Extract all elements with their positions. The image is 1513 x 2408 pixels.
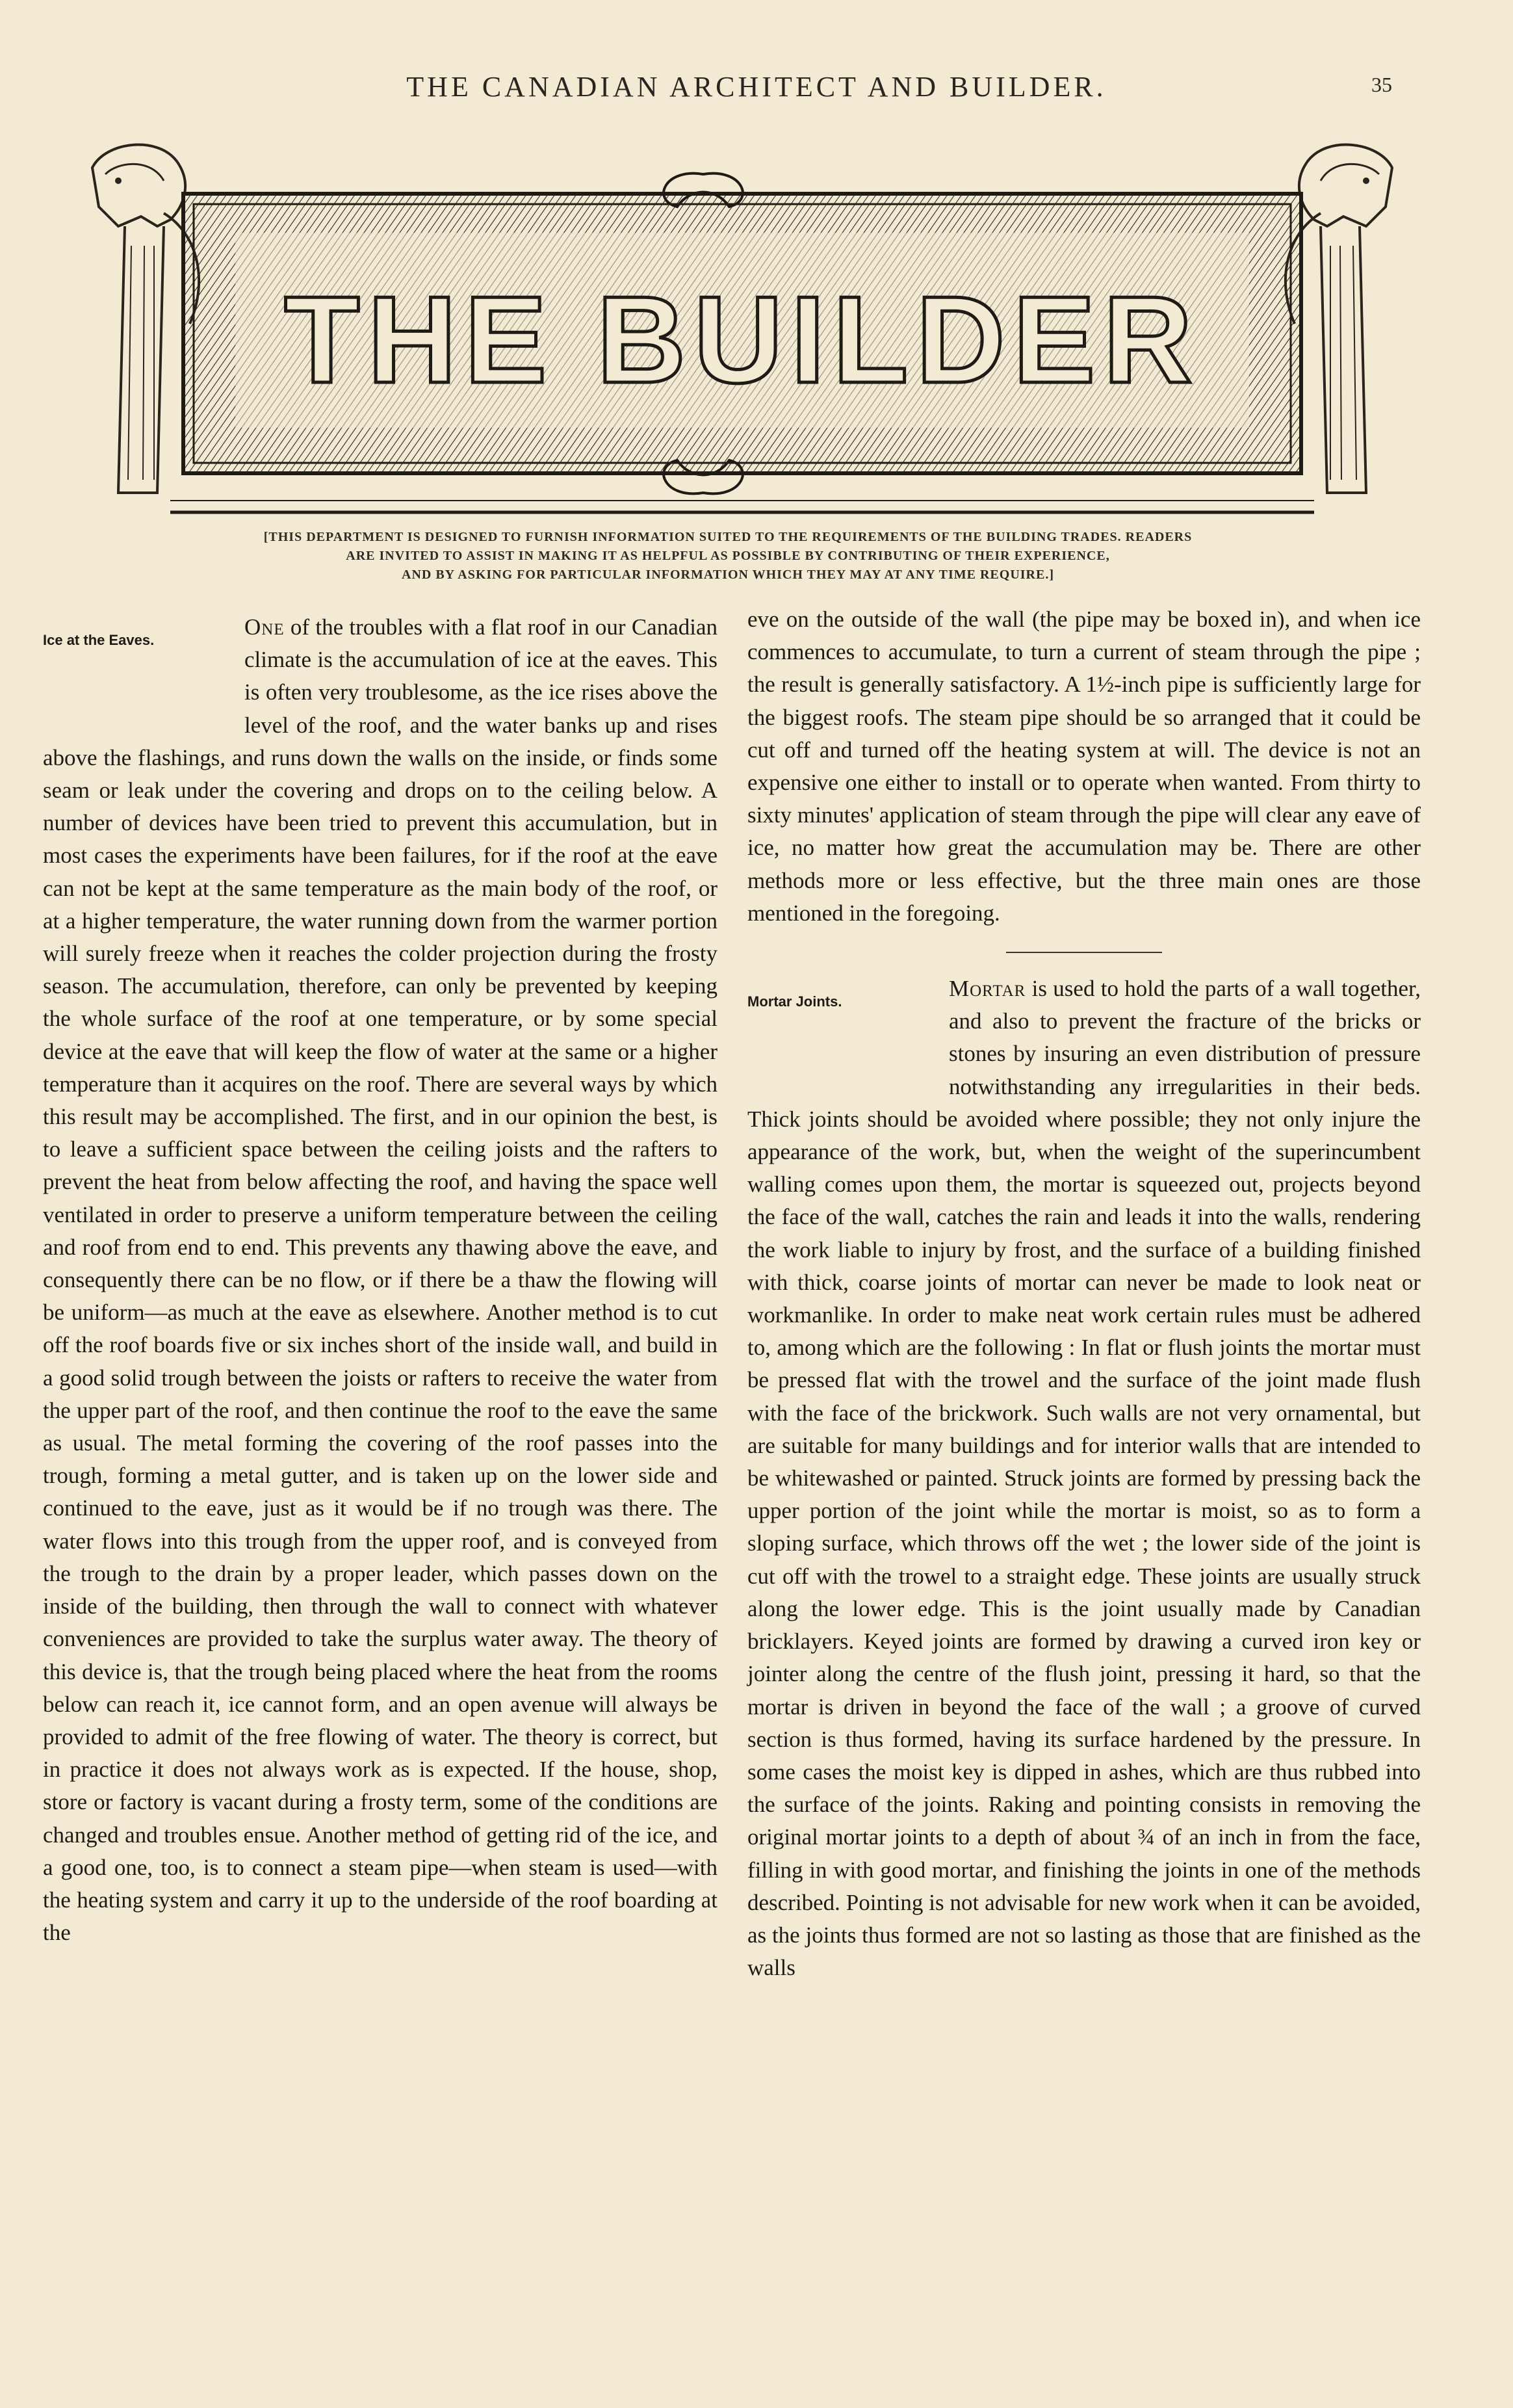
- page-number: 35: [1371, 73, 1392, 96]
- sidenote-ice-at-the-eaves: Ice at the Eaves.: [43, 632, 155, 648]
- section-divider: [1006, 952, 1162, 953]
- left-column: [43, 611, 718, 1949]
- article-ice-continuation: eve on the outside of the wall (the pipe may be boxed in), and when ice commences to accumulate, to turn a current of steam through the pipe ; the result is generally satisfactory. A 1½-inch pipe is sufficiently large for the biggest roofs. The steam pipe should be so arranged that it could be cut off and turned off the heating system at will. The device is not an expensive one either to install or to operate when wanted. From thirty to sixty minutes' application of steam through the pipe will clear any eave of ice, no matter how great the accumulation may be. There are other methods more or less effective, but the three main ones are those mentioned in the foregoing.: [747, 607, 1421, 926]
- department-note-line: [THIS DEPARTMENT IS DESIGNED TO FURNISH INFORMATION SUITED TO THE REQUIREMENTS OF THE BUILDING TRADES. READERS: [263, 530, 1193, 544]
- banner-illustration: [79, 129, 1405, 525]
- banner-title: THE BUILDER: [284, 271, 1200, 409]
- article-mortar-joints: [747, 973, 1421, 1984]
- lead-word: Mortar: [949, 976, 1026, 1002]
- right-column: [747, 603, 1421, 1984]
- department-note: [175, 528, 1280, 584]
- running-head: THE CANADIAN ARCHITECT AND BUILDER.: [406, 71, 1107, 103]
- article-body: of the troubles with a flat roof in our Canadian climate is the accumulation of ice at the eaves. This is often very troublesome, as the ice rises above the level of the roof, and the water banks up and rises above the flashings, and runs down the walls on the inside, or finds some seam or leak under the covering and drops on to the ceiling below. A number of devices have been tried to prevent this accumulation, but in most cases the experiments have been failures, for if the roof at the eave can not be kept at the same temperature as the main body of the roof, or at a higher temperature, the water running down from the warmer portion will surely freeze when it reaches the colder projection during the frosty season. The accumulation, therefore, can only be prevented by keeping the whole surface of the roof at one temperature, or by some special device at the eave that will keep the flow of water at the same or a higher temperature than it acquires on the roof. There are several ways by which this result may be accomplished. The first, and in our opinion the best, is to leave a sufficient space between the ceiling joists and the rafters to prevent the heat from below affecting the roof, and having the space well ventilated in order to preserve a uniform temperature between the ceiling and roof from end to end. This prevents any thawing above the eave, and consequently there can be no flow, or if there be a thaw the flowing will be uniform—as much at the eave as elsewhere. Another method is to cut off the roof boards five or six inches short of the inside wall, and build in a good solid trough between the joists or rafters to receive the water from the upper part of the roof, and then continue the roof to the eave the same as usual. The metal forming the covering of the roof passes into the trough, forming a metal gutter, and is taken up on the lower side and continued to the eave, just as it would be if no trough was there. The water flows into this trough from the upper roof, and is conveyed from the trough to the drain by a proper leader, which passes down on the inside of the building, then through the wall to connect with whatever conveniences are provided to take the surplus water away. The theory of this device is, that the trough being placed where the heat from the rooms below can reach it, ice cannot form, and an open avenue will always be provided to admit of the free flowing of water. The theory is correct, but in practice it does not always work as is expected. If the house, shop, store or factory is vacant during a frosty term, some of the conditions are changed and troubles ensue. Another method of getting rid of the ice, and a good one, too, is to connect a steam pipe—when steam is used—with the heating system and carry it up to the underside of the roof boarding at the: [43, 614, 718, 1946]
- department-note-line: ARE INVITED TO ASSIST IN MAKING IT AS HELPFUL AS POSSIBLE BY CONTRIBUTING OF THEIR EXPERIENCE,: [346, 549, 1110, 563]
- sidenote-mortar-joints: Mortar Joints.: [747, 993, 842, 1010]
- builder-banner: [79, 129, 1405, 525]
- article-body: is used to hold the parts of a wall together, and also to prevent the fracture of the bricks or stones by insuring an even distribution of pressure notwithstanding any irregularities in their beds. Thick joints should be avoided where possible; they not only injure the appearance of the work, but, when the weight of the superincumbent walling comes upon them, the mortar is squeezed out, projects beyond the face of the wall, catches the rain and leads it into the walls, rendering the work liable to injury by frost, and the surface of a building finished with thick, coarse joints of mortar can never be made to look neat or workmanlike. In order to make neat work certain rules must be adhered to, among which are the following : In flat or flush joints the mortar must be pressed flat with the trowel and the surface of the joint made flush with the face of the brickwork. Such walls are not very ornamental, but are suitable for many buildings and for interior walls that are intended to be whitewashed or painted. Struck joints are formed by pressing back the upper portion of the joint while the mortar is moist, so as to form a sloping surface, which throws off the wet ; the lower side of the joint is cut off with the trowel to a straight edge. These joints are usually struck along the lower edge. This is the joint usually made by Canadian bricklayers. Keyed joints are formed by drawing a curved iron key or jointer along the centre of the flush joint, pressing it hard, so that the mortar is driven in beyond the face of the wall ; a groove of curved section is thus formed, having its surface hardened by the pressure. In some cases the moist key is dipped in ashes, which are thus rubbed into the surface of the joints. Raking and pointing consists in removing the original mortar joints to a depth of about ¾ of an inch in from the face, filling in with good mortar, and finishing the joints in one of the methods described. Pointing is not advisable for new work when it can be avoided, as the joints thus formed are not so lasting as those that are finished as the walls: [747, 976, 1421, 1981]
- lead-word: One: [244, 614, 285, 640]
- article-ice-at-eaves: [43, 611, 718, 1949]
- department-note-line: AND BY ASKING FOR PARTICULAR INFORMATION WHICH THEY MAY AT ANY TIME REQUIRE.]: [402, 568, 1054, 582]
